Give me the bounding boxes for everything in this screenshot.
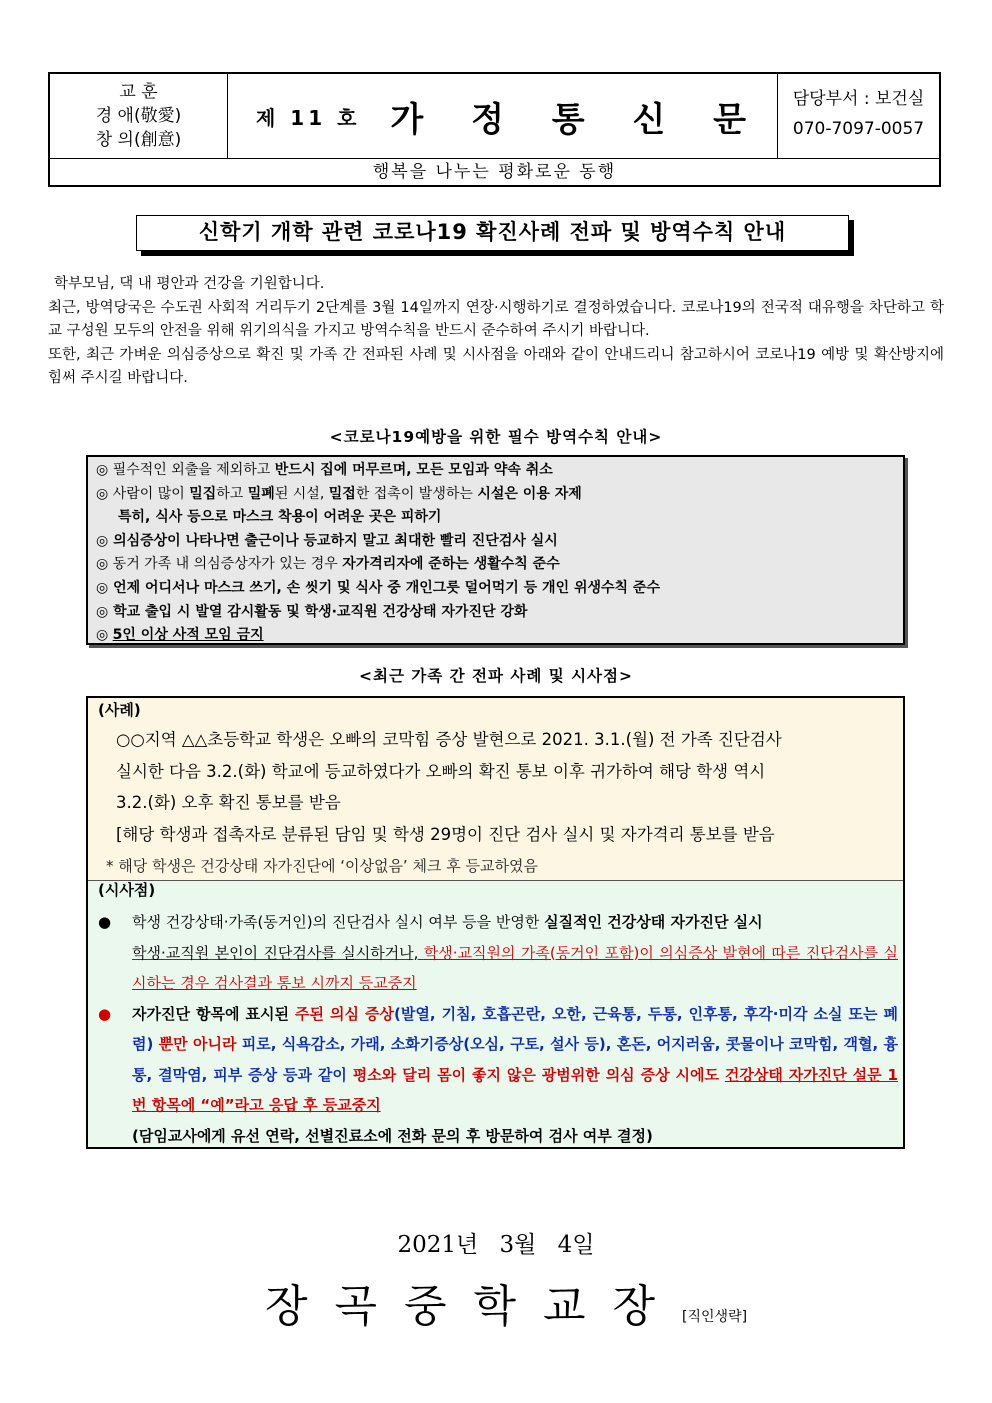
department-phone: 070-7097-0057 xyxy=(792,119,925,139)
bullet-icon: ● xyxy=(98,1004,112,1023)
rule-item: ◎ 언제 어디서나 마스크 쓰기, 손 씻기 및 식사 중 개인그릇 덜어먹기 등 개인 위생수칙 준수 xyxy=(96,579,660,596)
notice-title: 신학기 개학 관련 코로나19 확진사례 전파 및 방역수칙 안내 xyxy=(136,215,849,251)
case-box xyxy=(86,696,905,1149)
department-name: 담당부서 : 보건실 xyxy=(792,89,925,109)
newsletter-header xyxy=(48,72,941,187)
implications-label: (시사점) xyxy=(98,881,156,899)
seal-omitted: [직인생략] xyxy=(682,1309,748,1325)
case-description: ○○지역 △△초등학교 학생은 오빠의 코막힘 증상 발현으로 2021. 3.1.(월) 전 가족 진단검사 실시한 다음 3.2.(화) 학교에 등교하였다가 오빠의 확진 통보 이후 귀가하여 해당 학생 역시 3.2.(화) 오후 확진 통보를 받음 [해당 학생과 접촉자로 분류된 담임 및 학생 29명이 진단 검사 실시 및 자가격리 통보를 받음 xyxy=(116,730,782,844)
rule-item: ◎ 필수적인 외출을 제외하고 반드시 집에 머무르며, 모든 모임과 약속 취소 xyxy=(96,462,553,478)
motto-creativity: 창 의(創意) xyxy=(95,130,182,150)
intro-paragraph-2: 또한, 최근 가벼운 의심증상으로 확진 및 가족 간 전파된 사례 및 시사점을 아래와 같이 안내드리니 참고하시어 코로나19 예방 및 확산방지에 힘써 주시길 바랍니다. xyxy=(48,346,944,386)
rule-item: ◎ 5인 이상 사적 모임 금지 xyxy=(96,627,264,644)
rule-item: 특히, 식사 등으로 마스크 착용이 어려운 곳은 피하기 xyxy=(118,509,442,526)
rule-item: ◎ 사람이 많이 밀집하고 밀폐된 시설, 밀접한 접촉이 발생하는 시설은 이용 자제 xyxy=(96,485,582,502)
school-motto xyxy=(50,74,228,158)
motto-respect: 경 애(敬愛) xyxy=(95,106,182,126)
intro-paragraph-1: 최근, 방역당국은 수도권 사회적 거리두기 2단계를 3월 14일까지 연장·시행하기로 결정하였습니다. 코로나19의 전국적 대유행을 차단하고 학교 구성원 모두의 안전을 위해 위기의식을 가지고 방역수칙을 반드시 준수하여 주시기 바랍니다. xyxy=(48,299,944,339)
rule-item: ◎ 동거 가족 내 의심증상자가 있는 경우 자가격리자에 준하는 생활수칙 준수 xyxy=(96,556,560,573)
bullet-icon: ● xyxy=(98,913,112,931)
title-cell xyxy=(228,74,778,158)
cases-title: <최근 가족 간 전파 사례 및 시사점> xyxy=(358,667,633,685)
rules-box xyxy=(86,455,905,645)
implication-item: ● 학생 건강상태·가족(동거인)의 진단검사 실시 여부 등을 반영한 실질적인 건강상태 자가진단 실시 학생·교직원 본인이 진단검사를 실시하거나, 학생·교직원의 가족(동거인 포함)이 의심증상 발현에 따른 진단검사를 실시하는 경우 검사결과 통보 시까지 등교중지 xyxy=(98,907,898,999)
rule-item: ◎ 학교 출입 시 발열 감시활동 및 학생·교직원 건강상태 자가진단 강화 xyxy=(96,603,528,620)
motto-label: 교 훈 xyxy=(119,82,158,102)
newsletter-title: 가 정 통 신 문 xyxy=(390,99,764,140)
rules-title: <코로나19예방을 위한 필수 방역수칙 안내> xyxy=(329,428,663,446)
issue-number: 제 11 호 xyxy=(256,105,361,130)
greeting: 학부모님, 댁 내 평안과 건강을 기원합니다. xyxy=(54,276,325,292)
case-section xyxy=(88,698,903,881)
implication-item: ● 자가진단 항목에 표시된 주된 의심 증상(발열, 기침, 호흡곤란, 오한, 근육통, 두통, 인후통, 후각·미각 소실 또는 폐렴) 뿐만 아니라 피로, 식욕감소, 가래, 소화기증상(오심, 구토, 설사 등), 혼돈, 어지러움, 콧물이나 코막힘, 객혈, 흉통, 결막염, 피부 증상 등과 같이 평소와 달리 몸이 좋지 않은 광범위한 의심 증상 시에도 건강상태 자가진단 설문 1번 항목에 “예”라고 응답 후 등교중지 (담임교사에게 유선 연락, 선별진료소에 전화 문의 후 방문하여 검사 여부 결정) xyxy=(98,999,898,1152)
principal-signature xyxy=(265,1270,747,1334)
department-cell xyxy=(778,74,939,158)
principal-name: 장곡중학교장 xyxy=(265,1281,683,1332)
case-note: * 해당 학생은 건강상태 자가진단에 ‘이상없음’ 체크 후 등교하였음 xyxy=(106,857,538,875)
implications-section xyxy=(88,881,903,1147)
case-label: (사례) xyxy=(98,701,141,719)
issue-date: 2021년 3월 4일 xyxy=(397,1232,595,1258)
implications-list xyxy=(98,907,898,1151)
rule-item: ◎ 의심증상이 나타나면 출근이나 등교하지 말고 최대한 빨리 진단검사 실시 xyxy=(96,532,558,549)
school-slogan: 행복을 나누는 평화로운 동행 xyxy=(50,158,939,185)
intro-text xyxy=(48,273,944,391)
